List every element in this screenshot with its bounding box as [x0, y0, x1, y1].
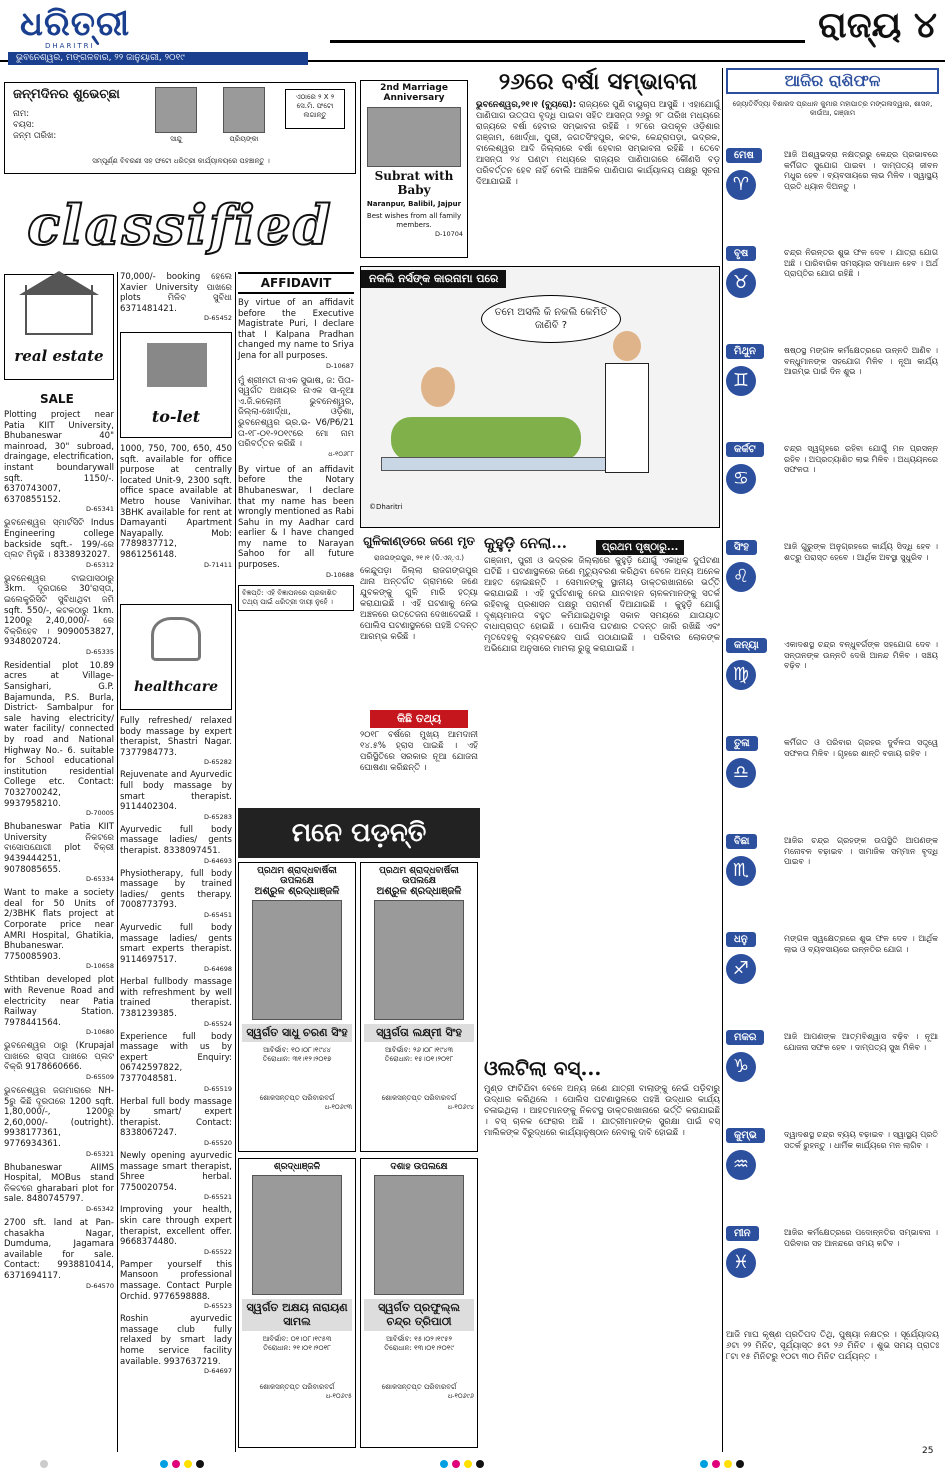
horoscope-sign [726, 1128, 939, 1222]
sign-text: ଚନ୍ଦ୍ର ନିରନ୍ତର ଶୁଭ ଫଳ ଦେବ । ଯାତ୍ରା ଯୋଗ ଅଛି । ପାରିବାରିକ ସମସ୍ୟାର ସମାଧାନ ହେବ । ଅର୍ଥ ପ୍ରାପ୍ତିର ଯୋଗ ରହିଛି । [784, 248, 938, 278]
classified-ad-text: Physiotherapy, full body massage by trained ladies/ gents therapy. 7008773793. [120, 868, 232, 911]
sign-text: ଚନ୍ଦ୍ର ସ୍ୱଗୃହରେ ରହିବା ଯୋଗୁଁ ମନ ପ୍ରସନ୍ନ ରହିବ । ଅପ୍ରତ୍ୟାଶିତ ଲାଭ ମିଳିବ । ଅଧ୍ୟୟନରେ ସଫଳତା । [784, 444, 938, 474]
yellow-mark [184, 1460, 192, 1468]
obit-photo [252, 900, 342, 1020]
sign-name: କନ୍ୟା [726, 638, 767, 653]
story3-headline: କୁହୁଡ଼ି ନେଲା... [484, 534, 568, 552]
sign-text: ଆଜି ଅଶ୍ୱଭଦ୍ରା ନକ୍ଷତ୍ରରୁ କେନ୍ଦ୍ର ପ୍ରଭାବରେ କର୍ମିଗତ ସୁଯୋଗ ପାଇବା । ଦାମ୍ପତ୍ୟ ଜୀବନ ମଧୁର ହେବ । ବ୍ୟବସାୟରେ ଲାଭ ମିଳିବ । ସ୍ୱାସ୍ଥ୍ୟ ପ୍ରତି ଧ୍ୟାନ ଦିଅନ୍ତୁ । [784, 150, 938, 191]
panchang: ଆଜି ମାଘ କୃଷ୍ଣ ପ୍ରତିପଦ ତିଥି, ପୁଷ୍ୟା ନକ୍ଷତ୍ର । ସୂର୍ଯ୍ୟୋଦୟ ୬ଟା ୨୨ ମିନିଟ, ସୂର୍ଯ୍ୟାସ୍ତ ୫ଟା ୨୬ ମିନିଟ । ଶୁଭ ସମୟ ପ୍ରାତଃ ୮ଟା ୧୫ ମିନିଟରୁ ୧୦ଟା ୩୦ ମିନିଟ ପର୍ଯ୍ୟନ୍ତ । [726, 1330, 939, 1362]
logo-subtitle: DHARITRI [45, 42, 95, 50]
story2-dateline: ରାଜଗଙ୍ଗପୁର, ୨୧।୧ (ଡି.ଏନ୍.ଏ.) [373, 554, 465, 562]
sign-name: ମକର [726, 1030, 764, 1045]
classified-ad-id: D-65519 [203, 1084, 232, 1093]
zodiac-icon: ♑ [726, 1052, 756, 1082]
horoscope-sign [726, 1226, 939, 1320]
classified-ad-id: D-65335 [85, 647, 114, 656]
cyan-mark-3 [700, 1460, 708, 1468]
affidavit-3: By virtue of an affidavit before the Notary Bhubaneswar, I declare that my name has been wrongly mentioned as Rabi Sahu in my Aadhar card earlier & I have changed my name to Narayan Sahoo for all future purposes. [238, 464, 354, 571]
classified-ad [120, 1205, 232, 1255]
zodiac-icon: ♊ [726, 366, 756, 396]
patient-head [421, 367, 455, 407]
child-name: ସାନ୍ଦୁ [170, 135, 182, 143]
classified-ad [120, 770, 232, 820]
zodiac-icon: ♎ [726, 758, 756, 788]
classified-ad [120, 977, 232, 1027]
classified-ad [4, 410, 114, 513]
stethoscope-icon [151, 617, 201, 661]
zodiac-icon: ♉ [726, 268, 756, 298]
sign-name: ଧନୁ [726, 932, 756, 947]
healthcare-label: healthcare [134, 679, 218, 695]
obit-label: ଦଶାହ ଉପଲକ୍ଷେ [390, 1162, 448, 1172]
affidavit-2: ମୁଁ ଶ୍ରୀମତୀ ନାଏକ ସୁଭାଷ, ଜ: ପିତା-ସ୍ୱର୍ଗତ ଅଖୟର ନାଏକ ସା-ନୂଆ ଏ.ଜି.କଲୋନୀ ଭୁବନେଶ୍ୱର, ଜିଲ୍ଲା-ଖୋର୍ଦ୍ଧା, ଓଡ଼ିଶା, ଭୁବନେଶ୍ୱର ଭ୍ର.ଭ- V6/P6/21 ତା-୧୮-୦୧-୨୦୧୯ରେ ମୋ ନାମ ପରିବର୍ତ୍ତନ କରିଛି । [238, 375, 354, 450]
black-mark-3 [736, 1460, 744, 1468]
horoscope-sign [726, 834, 939, 928]
horoscope-sign [726, 148, 939, 242]
sign-name: କୁମ୍ଭ [726, 1128, 765, 1143]
cartoon-caption: ନକଲି ନର୍ସଙ୍କ କାରନାମା ପରେ [361, 270, 506, 288]
ad-office-id: D-71411 [203, 560, 232, 569]
sign-name: ତୁଳା [726, 736, 758, 751]
classified-ad-text: Herbal full body massage by smart/ expert therapist. Contact: 8338067247. [120, 1096, 232, 1139]
classified-ad [4, 1041, 114, 1081]
classified-ad-id: D-65282 [203, 758, 232, 767]
obit-sub: ଅଶ୍ରୁଳ ଶ୍ରଦ୍ଧାଞ୍ଜଳି [254, 886, 340, 897]
classified-ad-id: D-65312 [85, 560, 114, 569]
horoscope-sign [726, 932, 939, 1026]
sign-text: ଆଜିର କର୍ମକ୍ଷେତ୍ରରେ ପଦୋନ୍ନତିର ସମ୍ଭାବନା । ପରିବାର ସହ ଆନନ୍ଦରେ ସମୟ କଟିବ । [784, 1228, 938, 1248]
classified-ad [4, 888, 114, 970]
story2-body: କେନ୍ଦୁପଡ଼ା ଜିଲ୍ଲା ରାଜଗଙ୍ଗପୁର ଥାନା ଅନ୍ତର୍ଗତ ଗ୍ରାମରେ ଜଣେ ଯୁବକଙ୍କୁ ଗୁଳି ମାରି ହତ୍ୟା କରାଯାଇଛି । ଏହି ଘଟଣାକୁ ନେଇ ଅଞ୍ଚଳରେ ଉତ୍ତେଜନା ଦେଖାଦେଇଛି । ପୋଲିସ ଘଟଣାସ୍ଥଳରେ ପହଞ୍ଚି ତଦନ୍ତ ଆରମ୍ଭ କରିଛି । [360, 566, 478, 642]
reg-mark [40, 1460, 48, 1468]
yellow-mark-2 [464, 1460, 472, 1468]
obit-date: ତିରୋଧାନ: ୨୧।୦୧।୨୦୧୮ [263, 1344, 331, 1352]
to-let-icon [147, 343, 207, 387]
sign-text: ମଙ୍ଗଳ ସ୍ୱକ୍ଷେତ୍ରରେ ଶୁଭ ଫଳ ଦେବ । ଆର୍ଥିକ ଲାଭ ଓ ବ୍ୟବସାୟରେ ଉନ୍ନତିର ଯୋଗ । [784, 934, 938, 954]
sign-name: କର୍କଟ [726, 442, 764, 457]
rule-1 [117, 272, 118, 1452]
sign-text: ଏକାଦଶସ୍ଥ ଚନ୍ଦ୍ର ବନ୍ଧୁବର୍ଗଙ୍କ ସହଯୋଗ ଦେବ । ସନ୍ତାନଙ୍କ ଉନ୍ନତି ଦେଖି ଆନନ୍ଦ ମିଳିବ । ସଞ୍ଚୟ ବଢ଼ିବ । [784, 640, 938, 670]
classified-ad-text: Bhubaneswar AIIMS Hospital, MOBus stand ନିକଟରେ gharabari plot for sale. 8480745797. [4, 1162, 114, 1205]
classified-ad [4, 574, 114, 656]
classified-ad-text: Experience full body massage with us by expert Enquiry: 06742597822, 7377048581. [120, 1031, 232, 1085]
obit-photo [374, 1175, 464, 1295]
classified-ad [4, 518, 114, 568]
obit-date: ଆବିର୍ଭାବ: ୦୧।୦୮।୧୯୫୩ [262, 1335, 332, 1343]
rule-horoscope [722, 68, 723, 1452]
obit-family: ଶୋକସନ୍ତପ୍ତ ପରିବାରବର୍ଗ [381, 1094, 457, 1102]
zodiac-icon: ♍ [726, 660, 756, 690]
cyan-mark-2 [440, 1460, 448, 1468]
sign-name: ସିଂହ [726, 540, 757, 555]
classified-ad [4, 1163, 114, 1213]
rule-2 [235, 272, 236, 1452]
anniversary-ad [360, 80, 468, 258]
classified-ad-id: D-65520 [203, 1139, 232, 1147]
section-title [818, 4, 937, 47]
affidavit-2-id: ଧ-୧୦୬୮୮ [328, 449, 354, 458]
child-photo [155, 87, 197, 133]
magenta-mark-3 [712, 1460, 720, 1468]
horoscope-sign [726, 638, 939, 732]
obituary-card [360, 1158, 478, 1448]
horoscope-sign [726, 442, 939, 536]
zodiac-icon: ♌ [726, 562, 756, 592]
horoscope-subtitle: ଜ୍ୟୋତିର୍ବିଦ୍ୟା ବିଶାରଦ ପ୍ରଧାନ କୁମାର ମହାପାତ୍ର ମଙ୍ଗଳାଦ୍ୱାର, ଶାସନ, କାଉଁଆ, ଗଞ୍ଜାମ [732, 100, 933, 117]
obit-id: ଧ-୧୦୬୯୫ [325, 1392, 352, 1400]
horoscope-sign [726, 736, 939, 830]
job-notice: ବିଜ୍ଞପ୍ତି: ଏହି ବିଜ୍ଞାପନରେ ପ୍ରକାଶିତ ତଥ୍ୟ ପାଇଁ ଧରିତ୍ରୀ ଦାୟୀ ନୁହେଁ । [238, 585, 354, 611]
obit-photo [252, 1175, 342, 1295]
obit-label: ଶ୍ରଦ୍ଧାଞ୍ଜଳି [273, 1162, 321, 1172]
newspaper-logo: ଧରିତ୍ରୀ [20, 4, 131, 44]
real-estate-logo [4, 274, 114, 380]
patient-blanket [391, 417, 581, 461]
speech-bubble: ତମେ ଅସଲି କି ନକଲି କେମିତି ଜାଣିବି ? [481, 295, 621, 343]
obit-name: ସ୍ୱର୍ଗତ ସାଧୁ ଚରଣ ସିଂହ [242, 1024, 352, 1042]
ad-booking: 70,000/- booking ହେଲେ Xavier University ପାଖରେ plots ମିଳିବ ସୁବିଧା 6371481421. [120, 272, 232, 314]
sign-text: ଷଷ୍ଠସ୍ଥ ମଙ୍ଗଳ କର୍ମକ୍ଷେତ୍ରରେ ଉନ୍ନତି ଆଣିବ । ବନ୍ଧୁମାନଙ୍କ ସହଯୋଗ ମିଳିବ । ନୂଆ କାର୍ଯ୍ୟ ଆରମ୍ଭ ପାଇଁ ଦିନ ଶୁଭ । [784, 346, 938, 376]
birthday-field-dob: ଜନ୍ମ ତାରିଖ: [13, 131, 57, 141]
obit-id: ଧ-୧୦୬୯୩ [324, 1103, 352, 1111]
classified-ad-id: D-64697 [203, 1367, 232, 1376]
ad-office [120, 444, 232, 569]
anniversary-place: Naranpur, Balibil, Jajpur [366, 200, 462, 208]
classified-ad-id: D-64693 [203, 856, 232, 865]
classified-ad [4, 1086, 114, 1158]
classified-ad [120, 1314, 232, 1375]
classified-ad-id: D-65341 [85, 505, 114, 514]
classified-ad-id: D-10658 [85, 962, 114, 971]
classified-ad-text: ଭୁବନେଶ୍ୱର ଠାରୁ (Krupajal ପାଖରେ ରାସ୍ତା ପାଖରେ ପ୍ଲଟ ବିକ୍ରି 9178660666. [4, 1041, 114, 1073]
black-mark-2 [476, 1460, 484, 1468]
obit-date: ତିରୋଧାନ: ୧୩।୦୧।୨୦୧୯ [384, 1344, 454, 1352]
affidavit-section [238, 272, 354, 611]
main-dateline: ଭୁବନେଶ୍ୱର,୨୧।୧ (ବ୍ୟୁରୋ): [476, 100, 577, 110]
classified-ad-id: D-65451 [203, 910, 232, 919]
roof-icon [19, 271, 99, 295]
sign-name: ମେଷ [726, 148, 762, 163]
black-mark [196, 1460, 204, 1468]
affidavit-1: By virtue of an affidavit before the Executive Magistrate Puri, I declare that I Kalpana Pradhan changed my name to Sriya Jena for all purposes. [238, 298, 354, 361]
anniversary-title: 2nd Marriage Anniversary [380, 83, 448, 103]
section-name: ରାଜ୍ୟ [818, 4, 902, 46]
classified-banner [4, 184, 356, 266]
affidavit-1-id: D-10687 [325, 361, 354, 370]
cartoon-credit: ©Dharitri [369, 503, 403, 511]
ad-office-text: 1000, 750, 700, 650, 450 sqft. available for office purpose at centrally located Unit-9, 2300 sqft. office space available at Metro house Vanivihar. 3BHK available for rent at Damayanti Apartment Nayapally. Mob: 7789837712, 9861256148. [120, 444, 232, 560]
classified-ad-text: Improving your health, skin care through expert therapist, excellent offer. 9668374480. [120, 1205, 232, 1248]
sign-text: ଦ୍ୱାଦଶସ୍ଥ ଚନ୍ଦ୍ର ବ୍ୟୟ ବଢ଼ାଇବ । ସ୍ୱାସ୍ଥ୍ୟ ପ୍ରତି ସତର୍କ ରୁହନ୍ତୁ । ଧାର୍ମିକ କାର୍ଯ୍ୟରେ ମନ ଲାଗିବ । [784, 1130, 938, 1150]
zodiac-icon: ♈ [726, 170, 756, 200]
obit-family: ଶୋକସନ୍ତପ୍ତ ପରିବାରବର୍ଗ [259, 1094, 335, 1102]
classified-ad [120, 825, 232, 865]
ad-booking-id: D-65452 [203, 314, 232, 323]
sign-text: କର୍ମିଗତ ଓ ପରିବାର ଗ୍ରହର ଦୁର୍ବଳତା ସତ୍ତ୍ୱେ ସଫଳତା ମିଳିବ । ଗୃହରେ ଶାନ୍ତି ବଜାୟ ରହିବ । [784, 738, 938, 758]
sale-heading: SALE [40, 392, 74, 406]
affidavit-title: AFFIDAVIT [238, 272, 354, 294]
classified-ad-text: Bhubaneswar Patia KIIT University ନିକଟରେ ବାସୋପଯୋଗୀ plot ବିକ୍ରୀ 9439444251, 9078085655. [4, 822, 114, 875]
to-let-label: to-let [151, 407, 201, 426]
classified-ad-id: D-65521 [203, 1193, 232, 1202]
horoscope-sign [726, 1030, 939, 1124]
anniversary-names: Subrat with Baby [374, 169, 454, 197]
masthead-rule [330, 40, 805, 43]
obit-sub: ଅଶ୍ରୁଳ ଶ୍ରଦ୍ଧାଞ୍ଜଳି [376, 886, 462, 897]
classified-ad-text: 2700 sft. land at Pan-chasakha Nagar, Dumduma, Jagamara available for sale. Contact: 9938810414, 6371694117. [4, 1218, 114, 1281]
nurse-head [613, 331, 641, 361]
classified-ad [120, 1032, 232, 1093]
obit-family: ଶୋକସନ୍ତପ୍ତ ପରିବାରବର୍ଗ [259, 1383, 335, 1391]
classified-ad-text: Roshin ayurvedic massage club fully relaxed by smart lady home service facility available. 9937637219. [120, 1314, 232, 1367]
girl-name: ପ୍ରିୟଙ୍କା [229, 135, 259, 143]
anniversary-id: D-10704 [434, 230, 463, 238]
magenta-mark [172, 1460, 180, 1468]
classified-ad-text: ଭୁବନେଶ୍ୱର ସ୍ମାର୍ଟସିଟି Indus Engineering college backside sqft.- 199/-ରେ ପ୍ଲଟ ମିଳୁଛି । 8338932027. [4, 518, 114, 561]
classified-ad [120, 869, 232, 919]
yellow-mark-3 [724, 1460, 732, 1468]
col2-ads [120, 716, 232, 1379]
classified-ad [120, 1097, 232, 1147]
photo-size-note: ଏଠାରେ ୨ X ୨ ସେ.ମି. ଫଟୋ ଲଗାନ୍ତୁ [285, 89, 345, 129]
story3-sub: ପ୍ରଥମ ପୃଷ୍ଠାରୁ... [596, 540, 684, 555]
classified-ad-text: Residential plot 10.89 acres at Village-Sansighari, G.P. Bajamunda, P.S. Burla, District- Sambalpur for sale having electricity/ water facility/ connected by road and National Highway No.- 6. suitable for School educational institution residential College etc. Contact: 7032700242, 9937958210. [4, 660, 114, 809]
classified-ad-text: Ayurvedic full body massage ladies/ gents smart experts therapist. 9114697517. [120, 922, 232, 965]
classified-ad-id: D-65524 [203, 1019, 232, 1028]
zodiac-icon: ♋ [726, 464, 756, 494]
obituary-grid [238, 862, 480, 1452]
obituary-card [238, 1158, 356, 1448]
classified-ad-id: D-65321 [85, 1149, 114, 1158]
obit-date: ଆବିର୍ଭାବ: ୧୦।୦୮।୧୯୪୪ [263, 1046, 331, 1054]
classified-ad-id: D-70005 [85, 809, 114, 818]
obit-name: ସ୍ୱର୍ଗତା ଲକ୍ଷ୍ମୀ ସିଂହ [364, 1024, 474, 1042]
classified-ad-text: Fully refreshed/ relaxed body massage by expert therapist, Shastri Nagar. 7377984773. [120, 716, 232, 758]
zodiac-icon: ♓ [726, 1248, 756, 1278]
healthcare-logo [120, 604, 232, 710]
obit-date: ତିରୋଧାନ: ୩୧।୧୨।୨୦୧୭ [262, 1055, 332, 1063]
classified-ad-text: Rejuvenate and Ayurvedic full body massage by smart therapist. 9114402304. [120, 770, 232, 813]
classified-ad [4, 822, 114, 883]
obit-date: ଆବିର୍ଭାବ: ୧୫।୦୨।୧୯୫୨ [386, 1335, 452, 1343]
horoscope-sign [726, 344, 939, 438]
girl-photo [223, 87, 265, 133]
classified-ad [120, 716, 232, 766]
obit-family: ଶୋକସନ୍ତପ୍ତ ପରିବାରବର୍ଗ [381, 1383, 457, 1391]
anniversary-wish: Best wishes from all family members. [366, 212, 462, 229]
zodiac-icon: ♐ [726, 954, 756, 984]
real-estate-label: real estate [14, 347, 104, 365]
classified-ad [120, 1151, 232, 1201]
affidavit-3-id: D-10688 [325, 570, 354, 579]
classified-ad [4, 975, 114, 1036]
story2-headline: ଗୁଳିକାଣ୍ଡରେ ଜଣେ ମୃତ [363, 534, 475, 548]
story4-body: ମୁଣ୍ଡ ଫାଟିଯିବା ବେଳେ ଅନ୍ୟ ଜଣେ ଯାତ୍ରୀ ବାଲାଙ୍କୁ ନେଇଁ ପଡ଼ିବାରୁ ଉଦ୍ଧାର କରିଥିଲେ । ପୋଲିସ ଘଟଣାସ୍ଥଳରେ ପହଞ୍ଚି ଉଦ୍ଧାର କାର୍ଯ୍ୟ ଚଳାଇଥିଲା । ଆହତମାନଙ୍କୁ ନିକଟସ୍ଥ ଡାକ୍ତରଖାନାରେ ଭର୍ତ୍ତି କରାଯାଇଛି । ବସ୍ ଚାଳକ ଫେରାର ଅଛି । ଯାତ୍ରୀମାନଙ୍କ ସୁରକ୍ଷା ପାଇଁ ବସ୍ ମାଲିକଙ୍କ ବିରୁଦ୍ଧରେ କାର୍ଯ୍ୟାନୁଷ୍ଠାନ ନେବାକୁ ଦାବି ହୋଇଛି । [484, 1084, 720, 1138]
sign-text: ଆଜି ଆପଣଙ୍କ ଆତ୍ମବିଶ୍ୱାସ ବଢ଼ିବ । ନୂଆ ଯୋଜନା ସଫଳ ହେବ । ଦାମ୍ପତ୍ୟ ସୁଖ ମିଳିବ । [784, 1032, 938, 1052]
cartoon-panel [360, 266, 720, 528]
classified-ad-id: D-64570 [85, 1281, 114, 1290]
classified-ad [4, 1218, 114, 1290]
zodiac-icon: ♒ [726, 1150, 756, 1180]
fact-body: ୨୦୧୮ ବର୍ଷରେ ମୁଖ୍ୟ ଆମଦାନୀ ୧୪.୫% ହ୍ରାସ ପାଇଛି । ଏହି ପରିସ୍ଥିତିରେ ସରକାର ନୂଆ ଯୋଜନା ଘୋଷଣା କରିଛନ୍ତି । [360, 730, 478, 773]
classified-ad-id: D-65342 [85, 1205, 114, 1213]
fact-title: କିଛି ତଥ୍ୟ [370, 710, 468, 728]
obit-banner: ମନେ ପଡ଼ନ୍ତି [238, 808, 480, 858]
page-number: ୪ [913, 4, 937, 46]
classified-ad [120, 1260, 232, 1310]
classified-ad [4, 661, 114, 817]
birthday-title: ଜନ୍ମଦିନର ଶୁଭେଚ୍ଛା [13, 87, 120, 102]
obit-id: ଧ-୧୦୬୯୬ [447, 1392, 474, 1400]
classified-ad-text: ଭୁବନେଶ୍ୱର ବାଇପାସଠାରୁ 3km. ଦୂରତାରେ 30'ରାସ୍ତା, ଇଲେକ୍ଟ୍ରିସିଟି ସୁବିଧାଥିବା ଜମି sqft. 550/-, କଟକଠାରୁ 1km. 1200ରୁ 2,40,000/- ରେ ବିକ୍ରିହେବ । 9090053827, 9348020724. [4, 573, 114, 648]
obit-name: ସ୍ୱର୍ଗତ ପ୍ରଫୁଲ୍ଲ ଚନ୍ଦ୍ର ତ୍ରିପାଠୀ [364, 1299, 474, 1331]
obit-name: ସ୍ୱର୍ଗତ ଅକ୍ଷୟ ନାରାୟଣ ସାମଲ [242, 1299, 352, 1331]
birthday-note: ସମ୍ପୂର୍ଣ୍ଣ ବିବରଣୀ ସହ ଫଟୋ ଧରିତ୍ରୀ କାର୍ଯ୍ୟାଳୟରେ ପହଞ୍ଚାନ୍ତୁ । [92, 157, 270, 165]
col2-top [120, 272, 232, 322]
main-story [476, 100, 720, 188]
classified-ad-text: Herbal fullbody massage with refreshment by well trained therapist. 7381239385. [120, 977, 232, 1020]
classified-ad [120, 923, 232, 973]
obituary-card [360, 862, 478, 1152]
couple-photo [367, 107, 461, 167]
classified-ad-text: Newly opening ayurvedic massage smart therapist, Shree herbal. 7750020754. [120, 1151, 232, 1193]
obit-label: ପ୍ରଥମ ଶ୍ରାଦ୍ଧବାର୍ଷିକୀ ଉପଲକ୍ଷେ [257, 866, 337, 886]
sign-name: ବିଛା [726, 834, 757, 849]
sign-name: ମିଥୁନ [726, 344, 764, 359]
birthday-box [4, 82, 356, 174]
obit-date: ଆବିର୍ଭାବ: ୨୬।୦୮।୧୯୪୩ [384, 1046, 454, 1054]
sign-name: ମୀନ [726, 1226, 759, 1241]
sign-name: ବୃଷ [726, 246, 756, 261]
classified-title: classified [27, 193, 333, 257]
classified-ad-text: Want to make a society deal for 50 Units of 2/3BHK flats project at Corporate price near AMRI Hospital, Ghatikia, Bhubaneswar. 7750085903. [4, 888, 114, 962]
birthday-field-age: ବୟସ: [13, 120, 35, 130]
obit-id: ଧ-୧୦୬୯୪ [447, 1103, 474, 1111]
sign-text: ଆଜି ଗୁରୁଙ୍କ ଅନୁଗ୍ରହରେ କାର୍ଯ୍ୟ ସିଦ୍ଧି ହେବ । ଶତ୍ରୁ ପରାସ୍ତ ହେବେ । ଆର୍ଥିକ ଅବସ୍ଥା ସୁଧୁରିବ । [784, 542, 938, 562]
obit-date: ତିରୋଧାନ: ୧୫।୦୧।୨୦୧୮ [384, 1055, 454, 1063]
classified-ad-text: Ayurvedic full body massage ladies/ gents therapist. 8338097451. [120, 824, 232, 856]
horoscope-sign [726, 246, 939, 340]
story3-body: ଗଞ୍ଜାମ, ପୁରୀ ଓ ଭଦ୍ରକ ଜିଲ୍ଲାରେ କୁହୁଡ଼ି ଯୋଗୁଁ ଏକାଧିକ ଦୁର୍ଘଟଣା ଘଟିଛି । ଘଟଣାସ୍ଥଳରେ ଜଣେ ମୃତ୍ୟୁବରଣ କରିଥିବା ବେଳେ ଅନ୍ୟ ଅନେକ ଆହତ ହୋଇଛନ୍ତି । ସେମାନଙ୍କୁ ସ୍ଥାନୀୟ ଡାକ୍ତରଖାନାରେ ଭର୍ତ୍ତି କରାଯାଇଛି । ଏହି ଦୁର୍ଘଟଣାକୁ ନେଇ ଯାନବାହନ ଚାଳକମାନଙ୍କୁ ସତର୍କ ରହିବାକୁ ପ୍ରଶାସନ ପକ୍ଷରୁ ପରାମର୍ଶ ଦିଆଯାଇଛି । କୁହୁଡ଼ି ଯୋଗୁଁ ଦୃଶ୍ୟମାନତା ବହୁତ କମିଯାଇଥିବାରୁ ସକାଳ ସମୟରେ ଯାତାୟାତ ବାଧାପ୍ରାପ୍ତ ହୋଇଛି । ପୋଲିସ ଘଟଣାର ତଦନ୍ତ ଜାରି ରଖିଛି ଏବଂ ମୃତଦେହକୁ ବ୍ୟବଚ୍ଛେଦ ପାଇଁ ପଠାଯାଇଛି । ପରିବାର ଲୋକଙ୍କ ଅଭିଯୋଗ ଅନୁସାରେ ମାମଲା ରୁଜୁ କରାଯାଇଛି । [484, 556, 720, 654]
classified-ad-id: D-65283 [203, 812, 232, 821]
sign-text: ଆଜିର ଚନ୍ଦ୍ର ଗ୍ରହଙ୍କ ଉପସ୍ଥିତି ଆପଣଙ୍କ ମନୋବଳ ବଢ଼ାଇବ । ସାମାଜିକ ସମ୍ମାନ ବୃଦ୍ଧି ପାଇବ । [784, 836, 938, 866]
classified-ad-id: D-65509 [85, 1073, 114, 1082]
col1-ads [4, 410, 114, 1295]
obituary-card [238, 862, 356, 1152]
main-headline: ୨୬ରେ ବର୍ଷା ସମ୍ଭାବନା [498, 68, 698, 95]
story4-headline: ଓଲଟିଲା ବସ୍... [484, 1056, 602, 1080]
classified-ad-id: D-64698 [203, 965, 232, 974]
cyan-mark [160, 1460, 168, 1468]
magenta-mark-2 [452, 1460, 460, 1468]
classified-ad-id: D-65522 [203, 1247, 232, 1256]
classified-ad-id: D-10680 [85, 1028, 114, 1037]
hospital-bed [381, 457, 611, 471]
classified-ad-text: Pamper yourself this Mansoon professional massage. Contact Purple Orchid. 9776598888. [120, 1259, 232, 1302]
classified-ad-text: Sthtiban developed plot with Revenue Road and electricity near Patia Railway Station. 7978441564. [4, 975, 114, 1028]
obit-label: ପ୍ରଥମ ଶ୍ରାଦ୍ଧବାର୍ଷିକୀ ଉପଲକ୍ଷେ [379, 866, 459, 886]
main-body: ରାଜ୍ୟରେ ପୁଣି ବାୟୁଚାପ ଆସୁଛି । ଏହାଯୋଗୁଁ ପାଣିପାଗ ଉତ୍ତାପ ବୃଦ୍ଧି ପାଇବା ସହିତ ଆସନ୍ତା ୨୬ରୁ ୨୮ ତାରିଖ ମଧ୍ୟରେ ରାଜ୍ୟରେ ବର୍ଷା ହେବାର ସମ୍ଭାବନା ରହିଛି । ୨୮ରେ ଉପକୂଳ ଓଡ଼ିଶାର ଗଞ୍ଜାମ, ଖୋର୍ଦ୍ଧା, ପୁରୀ, ଜଗତସିଂହପୁର, କଟକ, କେନ୍ଦ୍ରାପଡ଼ା, ଭଦ୍ରକ, ବାଲେଶ୍ୱର ଆଦି ଜିଲ୍ଲାରେ ବର୍ଷା ହେବାର ସମ୍ଭାବନା ରହିଛି । ତେବେ ଆସନ୍ତା ୨୪ ଘଣ୍ଟା ମଧ୍ୟରେ ରାଜ୍ୟର ପାଣିପାଗରେ କୌଣସି ବଡ଼ ପରିବର୍ତ୍ତନ ହେବ ନାହିଁ ବୋଲି ଆଞ୍ଚଳିକ ପାଣିପାଗ କାର୍ଯ୍ୟାଳୟ ପକ୍ଷରୁ ସୂଚନା ଦିଆଯାଇଛି । [476, 100, 721, 187]
to-let-logo [120, 332, 232, 438]
dateline: ଭୁବନେଶ୍ୱର, ମଙ୍ଗଳବାର, ୨୨ ଜାନୁୟାରୀ, ୨୦୧୯ [8, 52, 308, 65]
nurse-uniform [605, 363, 649, 473]
classified-ad-text: Plotting project near Patia KIIT University, Bhubaneswar 40" mainroad, 30" subroad, draingage, electrification, instant boundarywall sqft. 1150/-. 6370743007, 6370855152. [4, 410, 114, 505]
zodiac-icon: ♏ [726, 856, 756, 886]
horoscope-title: ଆଜିର ରାଶିଫଳ [726, 68, 939, 94]
folio: 25 [922, 1446, 934, 1456]
classified-ad-id: D-65523 [203, 1302, 232, 1311]
horoscope-sign [726, 540, 939, 634]
print-strip [0, 1458, 945, 1472]
birthday-field-name: ନାମ: [13, 109, 30, 119]
obit-photo [374, 900, 464, 1020]
classified-ad-text: ଭୁବନେଶ୍ୱର ଜଗମାରାରେ NH-5ରୁ କିଛି ଦୂରତାରେ 1200 sqft. 1,80,000/-, 1200ରୁ 2,60,000/- (outright). 9938177361, 9776934361. [4, 1086, 114, 1150]
classified-ad-id: D-65334 [85, 875, 114, 884]
